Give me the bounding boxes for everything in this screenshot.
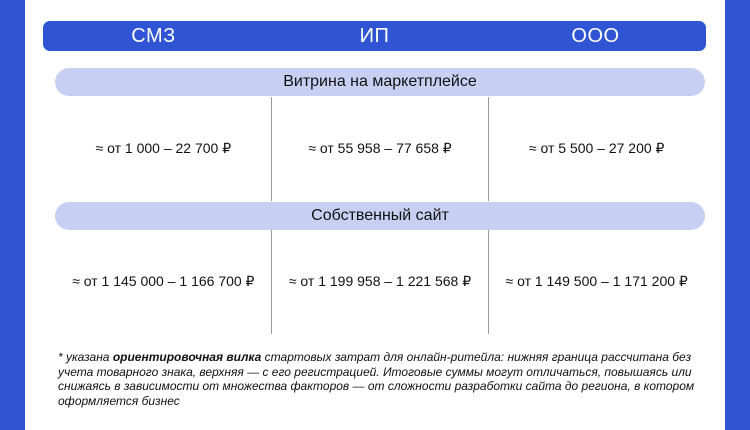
divider-line: [271, 97, 272, 201]
footnote-prefix: * указана: [58, 350, 113, 364]
divider-line: [488, 230, 489, 334]
entity-type-header: [43, 21, 706, 51]
marketplace-value-ip: ≈ от 55 958 – 77 658 ₽: [308, 139, 452, 156]
header-ip: ИП: [359, 24, 390, 47]
header-ooo: ООО: [571, 24, 620, 47]
marketplace-value-ooo: ≈ от 5 500 – 27 200 ₽: [528, 139, 665, 156]
divider-line: [488, 97, 489, 201]
section-own-site-title: Собственный сайт: [55, 202, 705, 230]
own-site-value-smz: ≈ от 1 145 000 – 1 166 700 ₽: [72, 272, 255, 289]
header-smz: СМЗ: [131, 24, 176, 47]
footnote: [58, 350, 698, 408]
marketplace-value-smz: ≈ от 1 000 – 22 700 ₽: [95, 139, 232, 156]
divider-line: [271, 230, 272, 334]
footnote-rest: стартовых затрат для онлайн-ритейла: нижняя граница рассчитана без учета товарного знака, верхняя — с его регистрацией. Итоговые суммы могут отличаться, повышаясь или снижаясь в зависимости от множества факторов — от сложности разработки сайта до региона, в котором оформляется бизнес: [58, 350, 695, 408]
own-site-value-ooo: ≈ от 1 149 500 – 1 171 200 ₽: [505, 272, 688, 289]
own-site-row: [55, 231, 705, 331]
marketplace-row: [55, 98, 705, 198]
section-marketplace-title: Витрина на маркетплейсе: [55, 68, 705, 96]
footnote-bold: ориентировочная вилка: [112, 350, 262, 364]
own-site-value-ip: ≈ от 1 199 958 – 1 221 568 ₽: [288, 272, 472, 289]
